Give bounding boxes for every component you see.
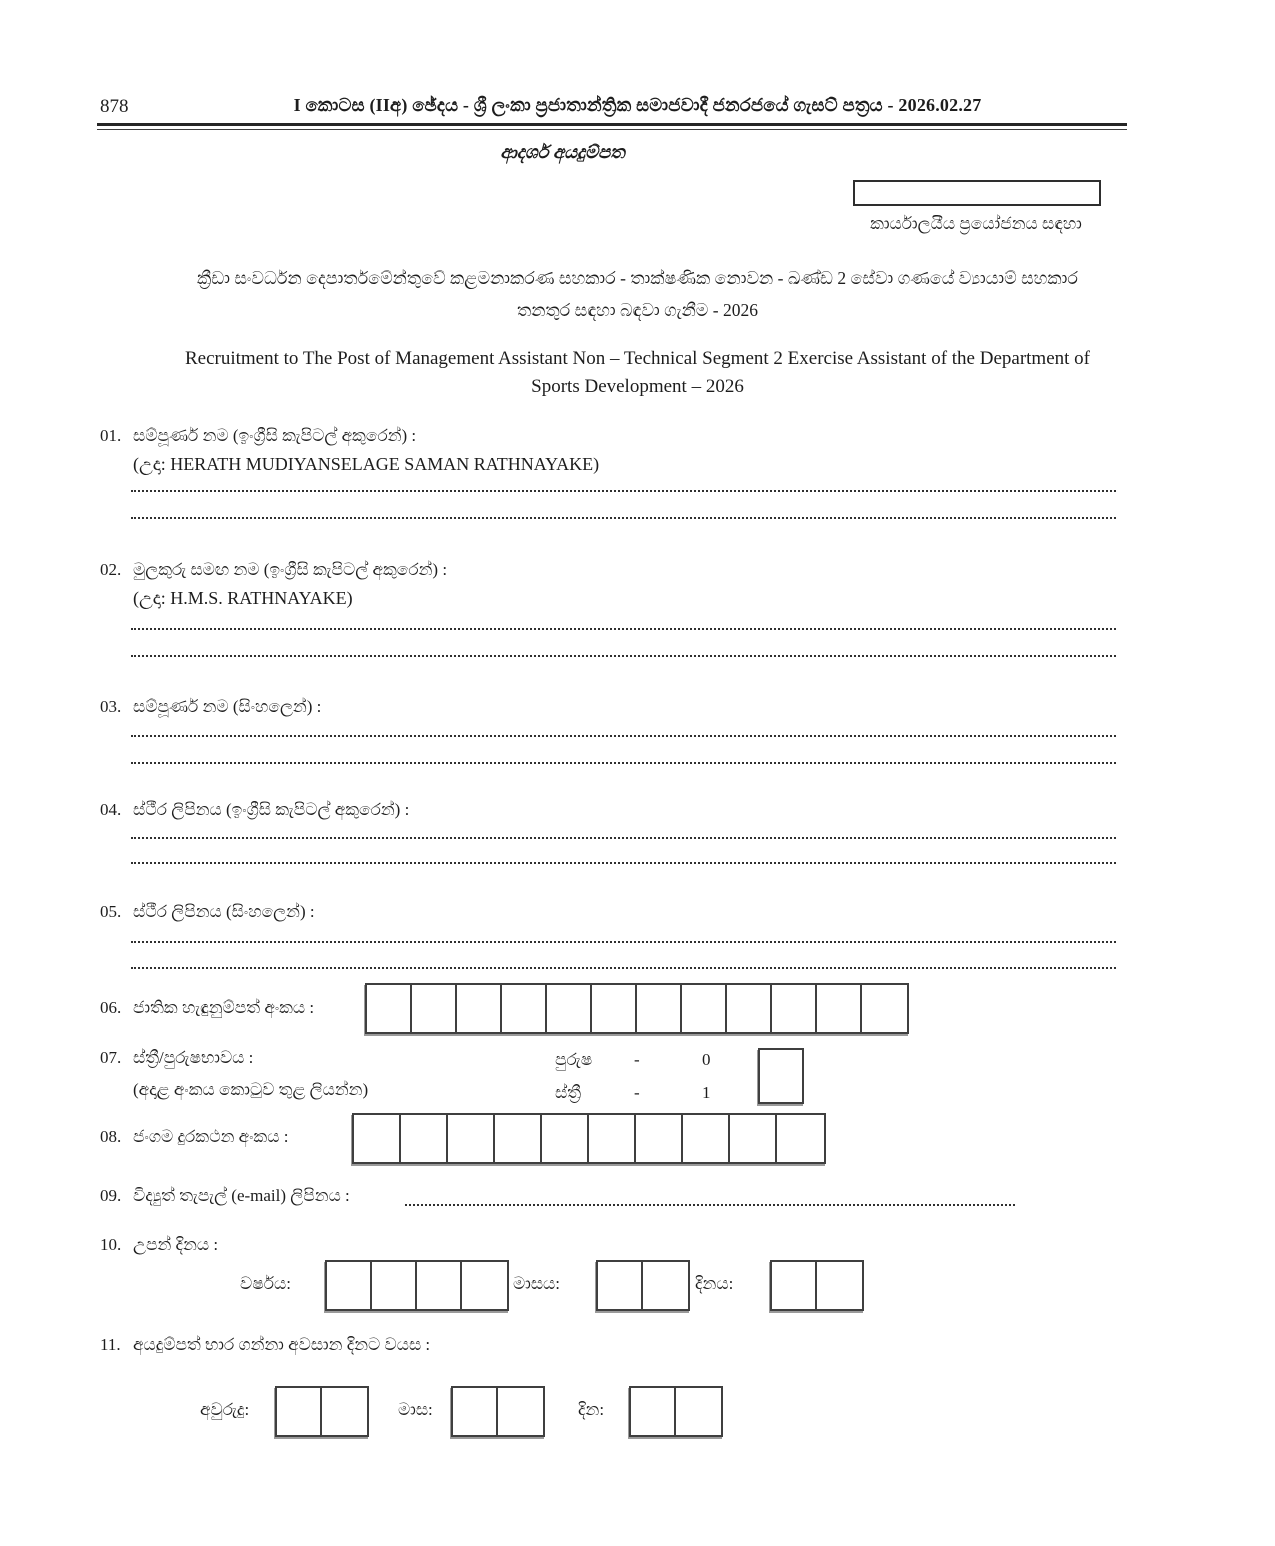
digit-cell[interactable] (772, 1262, 817, 1309)
digit-cell[interactable] (631, 1388, 676, 1435)
field-05-label: ස්ථීර ලිපිනය (සිංහලෙන්) : (133, 902, 315, 921)
gender-male-code: 0 (702, 1050, 711, 1069)
field-02-example: (උදා: H.M.S. RATHNAYAKE) (133, 588, 353, 608)
gender-female-dash: - (634, 1083, 640, 1102)
field-10-label: උපන් දිනය : (133, 1235, 219, 1254)
digit-cell[interactable] (354, 1115, 401, 1162)
digit-cell[interactable] (547, 985, 592, 1032)
field-11-number: 11. (100, 1335, 121, 1354)
field-03-number: 03. (100, 697, 122, 716)
digit-cell[interactable] (277, 1388, 322, 1435)
digit-cell[interactable] (817, 985, 862, 1032)
post-title-en-line2: Sports Development – 2026 (531, 376, 744, 397)
field-09-number: 09. (100, 1186, 122, 1205)
dob-month-label: මාසය: (513, 1274, 560, 1293)
field-07-label: ස්ත්‍රී/පුරුෂභාවය : (133, 1048, 254, 1067)
post-title-en-line1: Recruitment to The Post of Management Assistant Non – Technical Segment 2 Exercise Assistant of the Department of (184, 348, 1091, 369)
field-06-row (100, 998, 314, 1018)
field-05-number: 05. (100, 902, 122, 921)
field-01-row (100, 426, 416, 446)
digit-cell[interactable] (817, 1262, 862, 1309)
dob-day-label: දිනය: (695, 1274, 734, 1293)
field-06-label: ජාතික හැඳුනුම්පත් අංකය : (133, 998, 315, 1017)
digit-cell[interactable] (367, 985, 412, 1032)
gender-male-label: පුරුෂ (555, 1050, 593, 1069)
email-answer-line[interactable] (405, 1204, 1015, 1206)
gender-entry-box[interactable] (758, 1048, 804, 1104)
digit-cell[interactable] (412, 985, 457, 1032)
gender-male-dash: - (634, 1050, 640, 1069)
field-05-row (100, 902, 315, 922)
gazette-header-title: I කොටස (IIඅ) ඡේදය - ශ්‍රී ලංකා ප්‍රජාතාන්ත්‍රික සමාජවාදී ජනරජයේ ගැසට් පත්‍රය - 2026.02.27 (293, 95, 982, 115)
field-04-answer-line-2[interactable] (131, 862, 1116, 864)
digit-cell[interactable] (448, 1115, 495, 1162)
digit-cell[interactable] (730, 1115, 777, 1162)
field-07-number: 07. (100, 1048, 122, 1067)
field-02-label: මුලකුරු සමඟ නම (ඉංග්‍රීසි කැපිටල් අකුරෙන්) : (133, 560, 448, 579)
field-11-label: අයදුම්පත් භාර ගන්නා අවසාන දිනට වයස : (133, 1335, 431, 1354)
field-10-row (100, 1235, 218, 1255)
age-days-label: දින: (578, 1400, 605, 1419)
digit-cell[interactable] (598, 1262, 643, 1309)
field-03-answer-line-1[interactable] (131, 735, 1116, 737)
field-08-label: ජංගම දුරකථන අංකය : (133, 1127, 289, 1146)
digit-cell[interactable] (682, 985, 727, 1032)
field-01-answer-line-2[interactable] (131, 517, 1116, 519)
field-09-row (100, 1186, 350, 1206)
digit-cell[interactable] (643, 1262, 688, 1309)
field-07-row (100, 1048, 253, 1068)
dob-year-label: වර්ෂය: (240, 1274, 291, 1293)
specimen-title: ආදර්ශ අයදුම්පත (500, 142, 625, 162)
field-01-example: (උදා: HERATH MUDIYANSELAGE SAMAN RATHNAYAKE) (133, 454, 600, 474)
digit-cell[interactable] (636, 1115, 683, 1162)
digit-cell[interactable] (495, 1115, 542, 1162)
digit-cell[interactable] (372, 1262, 417, 1309)
page-number: 878 (100, 96, 129, 117)
office-use-box[interactable] (853, 180, 1101, 206)
field-02-answer-line-2[interactable] (131, 655, 1116, 657)
field-04-number: 04. (100, 800, 122, 819)
header-rule (97, 123, 1127, 130)
digit-cell[interactable] (502, 985, 547, 1032)
gender-female-label: ස්ත්‍රී (555, 1083, 582, 1102)
field-03-row (100, 697, 321, 717)
digit-cell[interactable] (327, 1262, 372, 1309)
mobile-number-grid[interactable] (352, 1113, 826, 1164)
field-02-answer-line-1[interactable] (131, 628, 1116, 630)
field-07-note: (අදාළ අංකය කොටුව තුළ ලියන්න) (133, 1080, 369, 1099)
digit-cell[interactable] (417, 1262, 462, 1309)
digit-cell[interactable] (401, 1115, 448, 1162)
digit-cell[interactable] (676, 1388, 721, 1435)
age-months-label: මාස: (398, 1400, 433, 1419)
field-01-label: සම්පූර්ණ නම (ඉංග්‍රීසි කැපිටල් අකුරෙන්) : (133, 426, 417, 445)
field-02-number: 02. (100, 560, 122, 579)
field-11-row (100, 1335, 430, 1355)
digit-cell[interactable] (453, 1388, 498, 1435)
digit-cell[interactable] (592, 985, 637, 1032)
digit-cell[interactable] (683, 1115, 730, 1162)
post-title-si-line2: තනතුර සඳහා බඳවා ගැනීම - 2026 (517, 300, 758, 320)
field-08-number: 08. (100, 1127, 122, 1146)
gender-female-code: 1 (702, 1083, 711, 1102)
dob-day-grid[interactable] (770, 1260, 864, 1311)
digit-cell[interactable] (772, 985, 817, 1032)
digit-cell[interactable] (542, 1115, 589, 1162)
field-02-row (100, 560, 447, 580)
age-months-grid[interactable] (451, 1386, 545, 1437)
field-06-number: 06. (100, 998, 122, 1017)
field-04-label: ස්ථීර ලිපිනය (ඉංග්‍රීසි කැපිටල් අකුරෙන්) : (133, 800, 410, 819)
field-01-answer-line-1[interactable] (131, 490, 1116, 492)
digit-cell[interactable] (777, 1115, 824, 1162)
age-years-label: අවුරුදු: (200, 1400, 250, 1419)
digit-cell[interactable] (322, 1388, 367, 1435)
digit-cell[interactable] (727, 985, 772, 1032)
digit-cell[interactable] (589, 1115, 636, 1162)
nic-number-grid[interactable] (365, 983, 909, 1034)
field-04-row (100, 800, 409, 820)
digit-cell[interactable] (498, 1388, 543, 1435)
field-01-number: 01. (100, 426, 122, 445)
field-03-label: සම්පූර්ණ නම (සිංහලෙන්) : (133, 697, 322, 716)
field-03-answer-line-2[interactable] (131, 762, 1116, 764)
digit-cell[interactable] (637, 985, 682, 1032)
post-title-si-line1: ක්‍රීඩා සංවර්ධන දෙපාර්තමේන්තුවේ කළමනාකරණ සහකාර - තාක්ෂණික නොවන - ඛණ්ඩ 2 සේවා ගණයේ ව්‍යායාම් සහකාර (197, 268, 1078, 288)
field-10-number: 10. (100, 1235, 122, 1254)
field-04-answer-line-1[interactable] (131, 837, 1116, 839)
age-years-grid[interactable] (275, 1386, 369, 1437)
field-09-label: විද්‍යුත් තැපැල් (e-mail) ලිපිනය : (133, 1186, 350, 1205)
dob-year-grid[interactable] (325, 1260, 509, 1311)
office-use-label: කාර්යාලයීය ප්‍රයෝජනය සඳහා (870, 214, 1082, 233)
digit-cell[interactable] (462, 1262, 507, 1309)
digit-cell[interactable] (457, 985, 502, 1032)
dob-month-grid[interactable] (596, 1260, 690, 1311)
field-05-answer-line-2[interactable] (131, 967, 1116, 969)
age-days-grid[interactable] (629, 1386, 723, 1437)
field-08-row (100, 1127, 288, 1147)
field-05-answer-line-1[interactable] (131, 941, 1116, 943)
digit-cell[interactable] (862, 985, 907, 1032)
